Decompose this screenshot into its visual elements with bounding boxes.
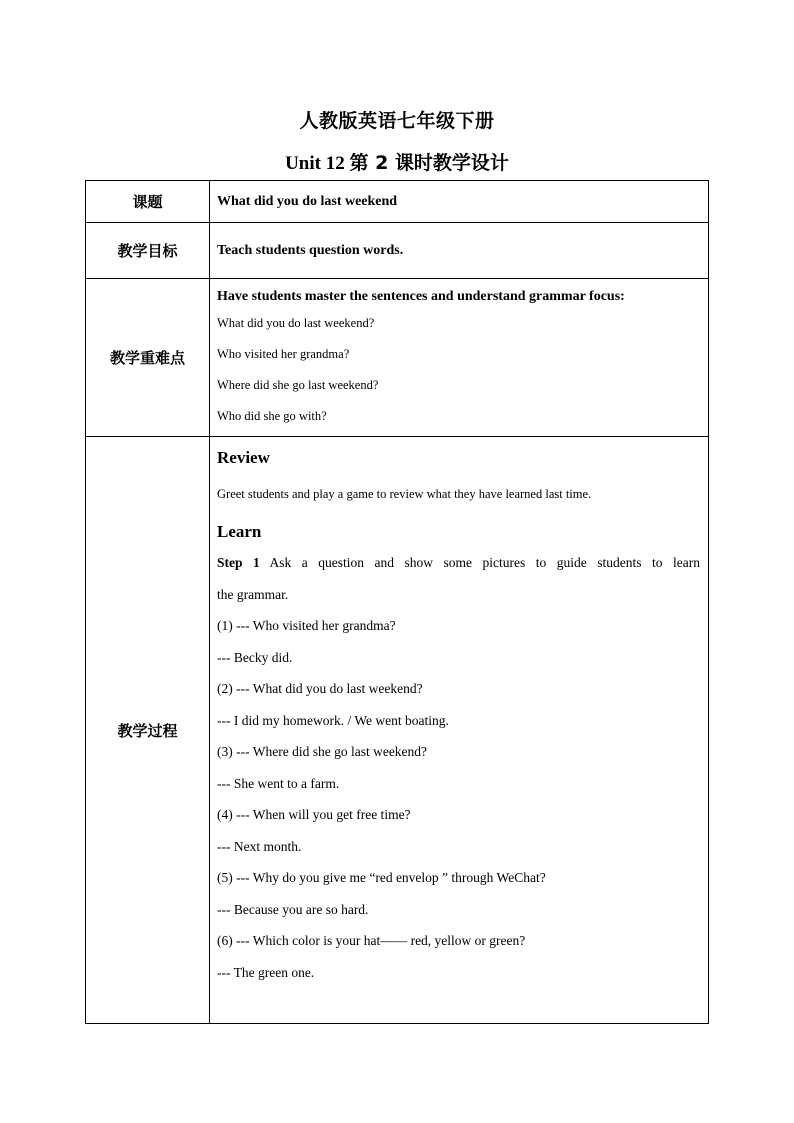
process-content (210, 437, 709, 1024)
topic-value: What did you do last weekend (210, 181, 709, 223)
dialogue-line: --- Becky did. (217, 649, 293, 665)
objective-label: 教学目标 (86, 223, 210, 279)
key-points-intro: Have students master the sentences and understand grammar focus: (217, 288, 625, 304)
dialogue-line: (3) --- Where did she go last weekend? (217, 744, 428, 759)
subtitle-lesson: 第 2 课时教学设计 (349, 152, 509, 174)
review-text: Greet students and play a game to review what they have learned last time. (217, 487, 592, 501)
dialogue-line: (1) --- Who visited her grandma? (217, 618, 396, 633)
document-subtitle (0, 148, 794, 175)
step1-continuation: the grammar. (217, 586, 289, 602)
dialogue-line: (2) --- What did you do last weekend? (217, 681, 423, 696)
step1-text: Ask a question and show some pictures to guide students to learn (269, 555, 700, 570)
step1-line (217, 547, 700, 579)
dialogue-line: (4) --- When will you get free time? (217, 807, 411, 822)
dialogue-line: --- The green one. (217, 964, 315, 980)
objective-value: Teach students question words. (210, 223, 709, 279)
key-points-content (210, 279, 709, 437)
review-heading: Review (217, 448, 270, 467)
dialogue-line: (5) --- Why do you give me “red envelop ” through WeChat? (217, 870, 546, 885)
topic-label: 课题 (86, 181, 210, 223)
key-point-item: What did you do last weekend? (217, 315, 375, 330)
row-key-points (86, 279, 709, 437)
step1-label: Step 1 (217, 555, 260, 570)
subtitle-unit: Unit 12 (285, 153, 345, 174)
row-process (86, 437, 709, 1024)
dialogue-line: --- She went to a farm. (217, 775, 340, 791)
key-points-label: 教学重难点 (86, 279, 210, 437)
process-label: 教学过程 (86, 437, 210, 1024)
document-title: 人教版英语七年级下册 (299, 110, 495, 132)
dialogue-line: --- I did my homework. / We went boating. (217, 712, 449, 728)
key-point-item: Where did she go last weekend? (217, 377, 379, 392)
lesson-plan-table (85, 180, 709, 1024)
learn-heading: Learn (217, 522, 262, 541)
row-topic (86, 181, 709, 223)
dialogue-line: --- Because you are so hard. (217, 901, 369, 917)
row-objective (86, 223, 709, 279)
dialogue-line: (6) --- Which color is your hat—— red, yellow or green? (217, 933, 526, 948)
dialogue-line: --- Next month. (217, 838, 302, 854)
key-point-item: Who visited her grandma? (217, 346, 350, 361)
key-point-item: Who did she go with? (217, 408, 327, 423)
